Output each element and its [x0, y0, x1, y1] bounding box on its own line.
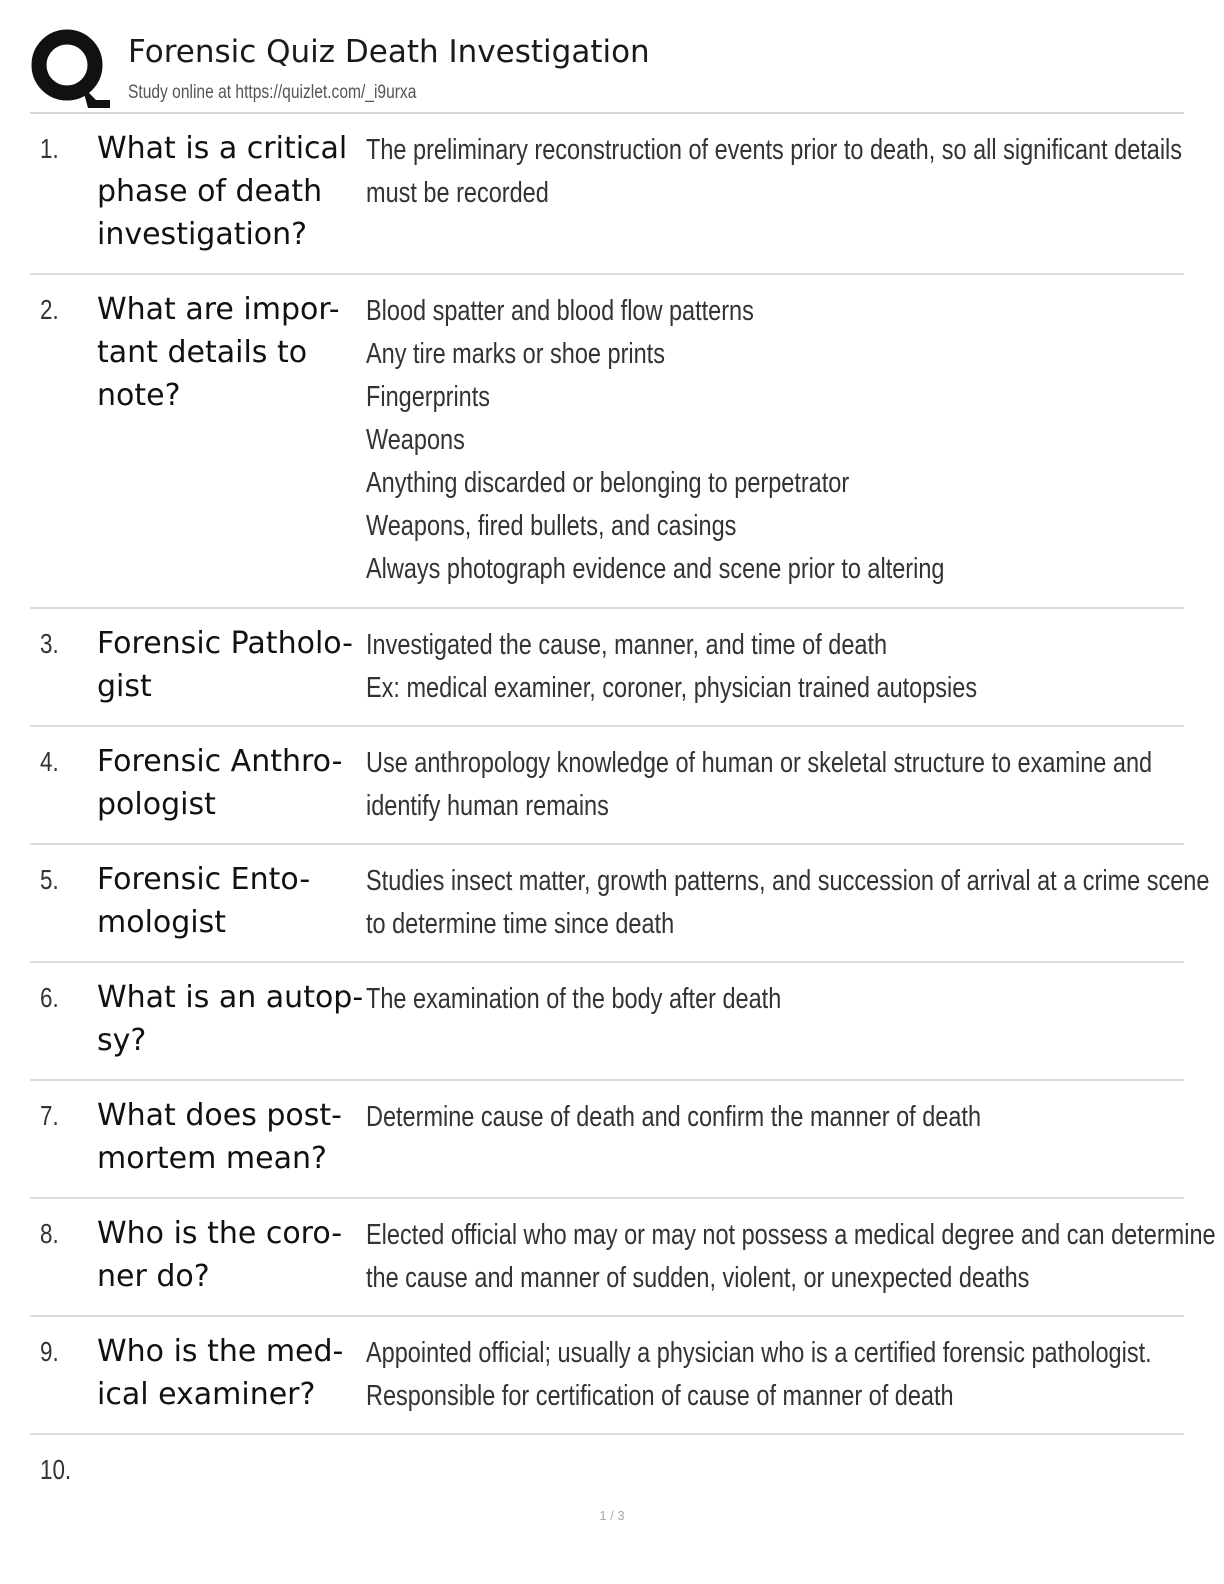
definition-line: Anything discarded or belonging to perpetrator — [366, 467, 850, 499]
definition-line: Responsible for certification of cause of manner of death — [366, 1380, 954, 1412]
definition-line: Any tire marks or shoe prints — [366, 338, 665, 370]
definition-line: Weapons, fired bullets, and casings — [366, 510, 737, 542]
flashcard-row — [30, 114, 1184, 275]
card-number: 2. — [40, 294, 59, 325]
card-number: 6. — [40, 982, 59, 1013]
card-definition — [366, 1096, 1160, 1139]
card-definition — [366, 624, 1160, 710]
card-definition — [366, 860, 1210, 946]
card-term: What is a critical phase of death investigation? — [97, 131, 348, 252]
flashcard-row — [30, 1317, 1184, 1435]
definition-line: The preliminary reconstruction of events prior to death, so all significant details — [366, 134, 1183, 166]
definition-line: Determine cause of death and confirm the manner of death — [366, 1101, 982, 1133]
card-term: Forensic Ento-mologist — [97, 862, 311, 940]
definition-line: Investigated the cause, manner, and time of death — [366, 629, 888, 661]
card-definition — [366, 742, 1160, 828]
definition-line: Appointed official; usually a physician who is a certified forensic pathologist. — [366, 1337, 1152, 1369]
card-number: 9. — [40, 1336, 59, 1367]
card-term: What does post-mortem mean? — [97, 1098, 342, 1176]
document-header — [30, 28, 1184, 114]
card-number: 7. — [40, 1100, 59, 1131]
flashcard-list — [30, 114, 1216, 1525]
card-number: 1. — [40, 133, 59, 164]
definition-line: Weapons — [366, 424, 465, 456]
definition-line: identify human remains — [366, 790, 609, 822]
card-number: 3. — [40, 628, 59, 659]
card-definition — [366, 1332, 1160, 1418]
quizlet-logo-icon — [30, 28, 110, 108]
card-number: 8. — [40, 1218, 59, 1249]
definition-line: the cause and manner of sudden, violent, or unexpected deaths — [366, 1262, 1030, 1294]
definition-line: Use anthropology knowledge of human or skeletal structure to examine and — [366, 747, 1153, 779]
card-term: Forensic Patholo-gist — [97, 626, 354, 704]
flashcard-row — [30, 1199, 1216, 1317]
card-number: 5. — [40, 864, 59, 895]
definition-line: The examination of the body after death — [366, 983, 782, 1015]
flashcard-row — [30, 963, 1184, 1081]
card-term: Forensic Anthro-pologist — [97, 744, 343, 822]
card-term: Who is the coro-ner do? — [97, 1216, 343, 1294]
definition-line: Ex: medical examiner, coroner, physician trained autopsies — [366, 672, 978, 704]
flashcard-row — [30, 275, 1184, 609]
card-term: Who is the med-ical examiner? — [97, 1334, 344, 1412]
card-term: What is an autop-sy? — [97, 980, 364, 1058]
flashcard-row — [30, 727, 1184, 845]
page-title: Forensic Quiz Death Investigation — [128, 34, 650, 70]
flashcard-row — [30, 1081, 1184, 1199]
card-definition — [366, 290, 1160, 591]
definition-line: Fingerprints — [366, 381, 491, 413]
definition-line: Studies insect matter, growth patterns, and succession of arrival at a crime scene — [366, 865, 1210, 897]
flashcard-row — [30, 609, 1184, 727]
card-number: 4. — [40, 746, 59, 777]
card-definition — [366, 1214, 1216, 1300]
card-definition — [366, 978, 1160, 1021]
definition-line: to determine time since death — [366, 908, 675, 940]
definition-line: Always photograph evidence and scene prior to altering — [366, 553, 945, 585]
definition-line: must be recorded — [366, 177, 549, 209]
card-term: What are impor-tant details to note? — [97, 292, 340, 413]
card-number: 10. — [40, 1454, 72, 1485]
definition-line: Blood spatter and blood flow patterns — [366, 295, 754, 327]
study-online-link[interactable]: Study online at https://quizlet.com/_i9urxa — [128, 82, 417, 103]
definition-line: Elected official who may or may not possess a medical degree and can determine — [366, 1219, 1216, 1251]
page-number: 1 / 3 — [599, 1508, 625, 1523]
card-definition — [366, 129, 1183, 215]
flashcard-row — [30, 845, 1210, 963]
